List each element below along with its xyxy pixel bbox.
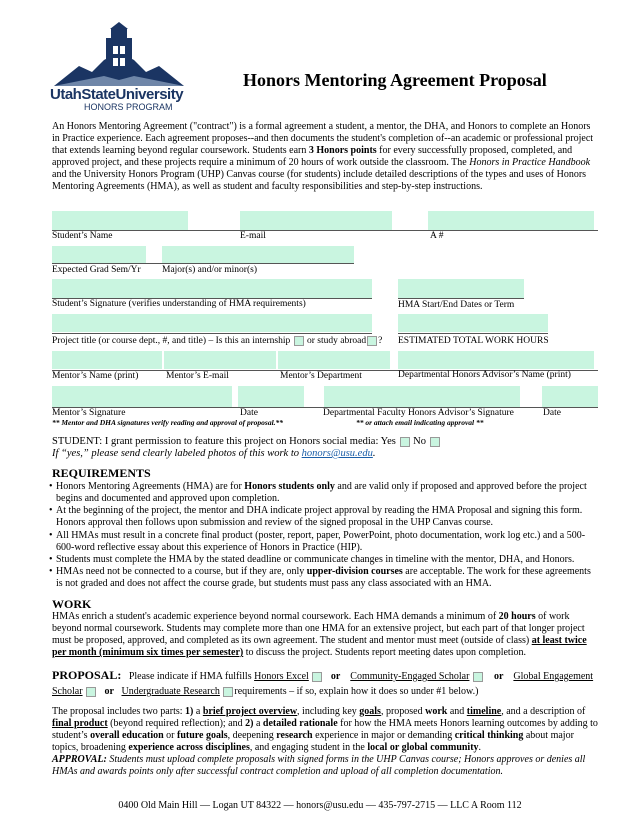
page-footer: 0400 Old Main Hill — Logan UT 84322 — honors@usu.edu — 435-797-2715 — LLC A Room 112	[118, 800, 522, 811]
mentor-signature-input[interactable]	[52, 386, 232, 407]
work-paragraph: HMAs enrich a student's academic experience beyond normal coursework. Each HMA demands a minimum of 20 hours of work beyond normal coursework. Students may complete more than one HMA for an extensive project, but each part of that longer project must be proposed, approved, and completed as its own agreement. The student and mentor must meet (outside of class) at least twice per month (minimum six times per semester) to discuss the project. Students report meeting dates upon completion.	[52, 611, 587, 658]
major-label: Major(s) and/or minor(s)	[162, 265, 257, 275]
usu-logo	[44, 22, 194, 112]
undergrad-research-checkbox[interactable]	[223, 687, 233, 697]
mentor-dept-label: Mentor’s Department	[280, 371, 362, 381]
dha-signature-input[interactable]	[324, 386, 520, 407]
mentor-dept-input[interactable]	[278, 351, 390, 369]
social-note: If “yes,” please send clearly labeled photos of this work to honors@usu.edu.	[52, 448, 376, 459]
signature-note: ** Mentor and DHA signatures verify reading and approval of proposal.**	[52, 418, 284, 427]
grad-sem-label: Expected Grad Sem/Yr	[52, 265, 141, 275]
mentor-email-input[interactable]	[164, 351, 276, 369]
student-signature-input[interactable]	[52, 279, 372, 298]
mentor-date-input[interactable]	[238, 386, 304, 407]
requirement-item: • HMAs need not be connected to a course, but if they are, only upper-division courses are acceptable. The work for these agreements is not graded and does not affect the course grade, but students must pass any class associated with an HMA.	[49, 566, 591, 589]
requirement-item: • Students must complete the HMA by the stated deadline or communicate changes in timeline with the mentor, DHA, and Honors.	[49, 554, 575, 565]
social-permission: STUDENT: I grant permission to feature this project on Honors social media: Yes No	[52, 436, 441, 448]
student-name-label: Student’s Name	[52, 231, 113, 241]
mentor-name-input[interactable]	[52, 351, 162, 369]
logo-wordmark: UtahStateUniversity	[50, 86, 184, 103]
mentor-signature-label: Mentor’s Signature	[52, 408, 126, 418]
proposal-section: PROPOSAL: Please indicate if HMA fulfills Honors Excel or Community-Engaged Scholar or Global Engagement Scholar or Undergraduate Research requirements – if so, explain how it does so under #1 below.)	[52, 668, 594, 697]
dha-date-input[interactable]	[542, 386, 598, 407]
requirement-item: • All HMAs must result in a concrete final product (poster, report, paper, PowerPoint, photo documentation, work log etc.) and a 500-600-word reflective essay about this experience of Honors in Practice (HIP).	[49, 530, 586, 553]
student-name-input[interactable]	[52, 211, 188, 230]
study-abroad-checkbox[interactable]	[367, 336, 377, 346]
community-engaged-checkbox[interactable]	[473, 672, 483, 682]
dha-name-input[interactable]	[398, 351, 594, 369]
project-title-input[interactable]	[52, 314, 372, 332]
email-approval-note: ** or attach email indicating approval **	[356, 418, 484, 427]
a-number-input[interactable]	[428, 211, 594, 230]
grad-sem-input[interactable]	[52, 246, 146, 263]
requirement-item: • Honors Mentoring Agreements (HMA) are for Honors students only and are valid only if proposed and approved before the project begins and documented and approved upon completion.	[49, 481, 587, 504]
major-input[interactable]	[162, 246, 354, 263]
social-no-checkbox[interactable]	[430, 437, 440, 447]
dha-date-label: Date	[543, 408, 561, 418]
internship-checkbox[interactable]	[294, 336, 304, 346]
mentor-name-label: Mentor’s Name (print)	[52, 371, 139, 381]
email-label: E-mail	[240, 231, 266, 241]
old-main-tower-icon	[44, 22, 194, 88]
honors-excel-checkbox[interactable]	[312, 672, 322, 682]
global-engagement-checkbox[interactable]	[86, 687, 96, 697]
hma-dates-input[interactable]	[398, 279, 524, 298]
work-hours-label: ESTIMATED TOTAL WORK HOURS	[398, 336, 549, 346]
work-hours-input[interactable]	[398, 314, 548, 332]
requirement-item: • At the beginning of the project, the mentor and DHA indicate project approval by reading the HMA Proposal and signing this form. Honors approval then follows upon submission and review of the signed proposal in the UHP Canvas course.	[49, 505, 583, 528]
student-signature-label: Student’s Signature (verifies understanding of HMA requirements)	[52, 299, 306, 309]
page-title: Honors Mentoring Agreement Proposal	[243, 70, 547, 90]
requirements-heading: REQUIREMENTS	[52, 466, 151, 480]
honors-email-link[interactable]: honors@usu.edu	[301, 448, 373, 459]
social-yes-checkbox[interactable]	[400, 437, 410, 447]
hma-dates-label: HMA Start/End Dates or Term	[398, 300, 515, 310]
intro-paragraph: An Honors Mentoring Agreement ("contract") is a formal agreement a student, a mentor, the DHA, and Honors to complete an Honors in Practice experience. Each agreement proposes--and then documents the student's completion of--an academic or professional project that extends learning beyond regular coursework. Students earn 3 Honors points for every successfully proposed, completed, and approved project, and these projects require a minimum of 20 hours of work outside the classroom. The Honors in Practice Handbook and the University Honors Program (UHP) Canvas course (for students) include detailed descriptions of the types and uses of Honors Mentoring Agreements (HMA), as well as student and faculty responsibilities and step-by-step instructions.	[52, 121, 594, 192]
dha-signature-label: Departmental Faculty Honors Advisor’s Signature	[323, 408, 514, 418]
logo-subtitle: HONORS PROGRAM	[84, 102, 173, 112]
email-input[interactable]	[240, 211, 392, 230]
mentor-date-label: Date	[240, 408, 258, 418]
work-heading: WORK	[52, 597, 92, 611]
dha-name-label: Departmental Honors Advisor’s Name (print)	[398, 370, 571, 380]
a-number-label: A #	[430, 231, 444, 241]
project-title-label: Project title (or course dept., #, and title) – Is this an internship or study abroad ?	[52, 336, 383, 347]
proposal-parts-paragraph: The proposal includes two parts: 1) a brief project overview, including key goals, proposed work and timeline, and a description of final product (beyond required reflection); and 2) a detailed rationale for how the HMA meets Honors learning outcomes by adding to student’s overall education or future goals, deepening research experience in major or demanding critical thinking about major topics, broadening experience across disciplines, and engaging student in the local or global community. APPROVAL: Students must upload complete proposals with signed forms in the UHP Canvas course; Honors approves or denies all HMAs and awards points only after successful contract completion and upload of all completion documentation.	[52, 706, 598, 777]
mentor-email-label: Mentor’s E-mail	[166, 371, 229, 381]
